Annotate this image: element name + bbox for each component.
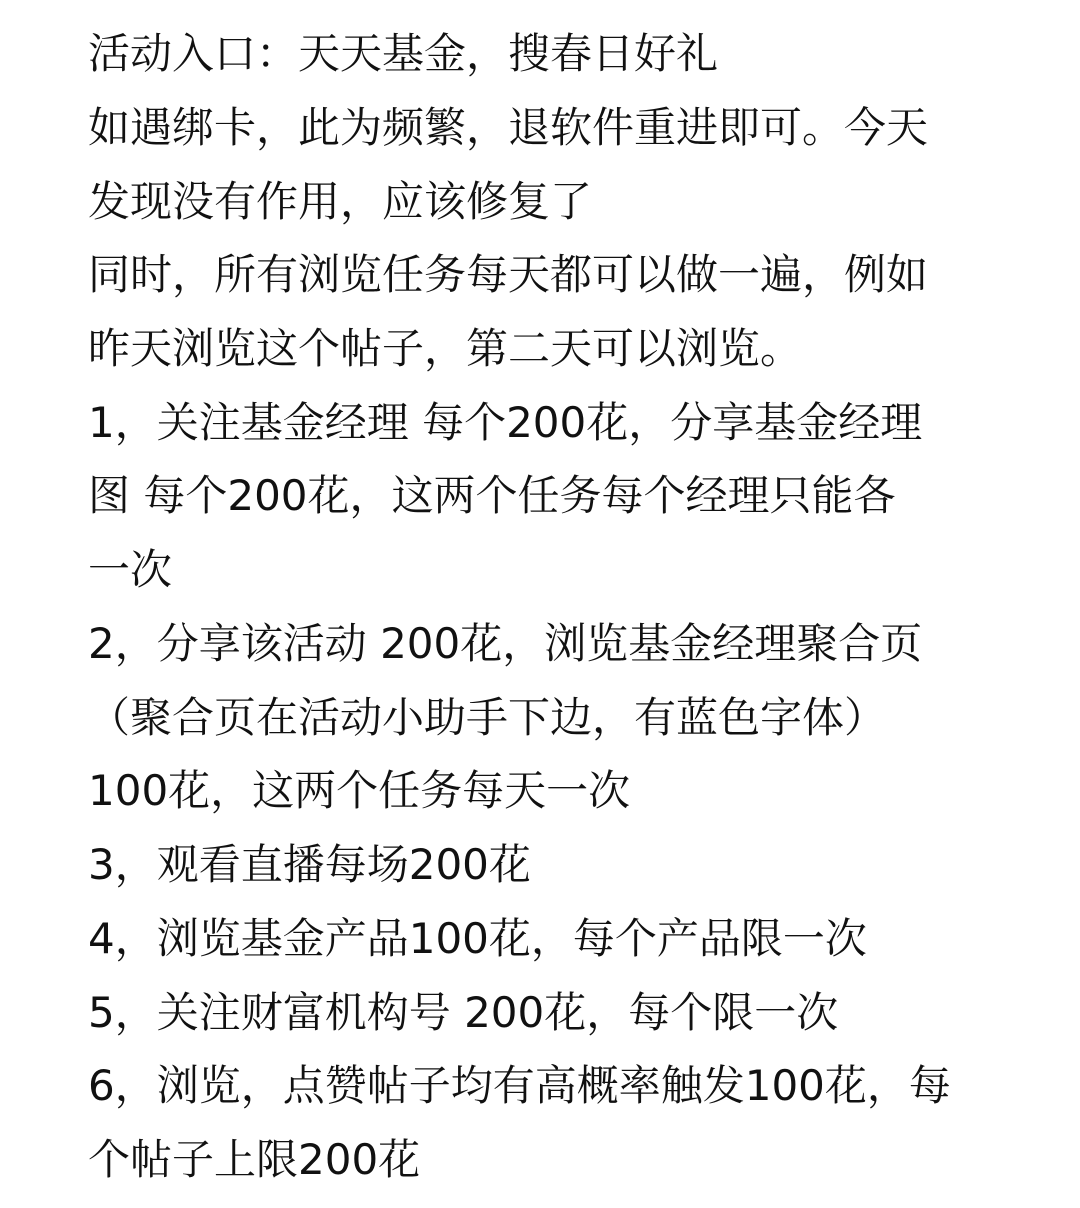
- text-line-task-6a: 6，浏览，点赞帖子均有高概率触发100花，每: [88, 1061, 951, 1110]
- text-line-task-1c: 一次: [88, 545, 173, 594]
- text-line-task-3: 3，观看直播每场200花: [88, 840, 531, 889]
- text-line-task-1b: 图 每个200花，这两个任务每个经理只能各: [88, 471, 896, 520]
- text-line-card-binding: 如遇绑卡，此为频繁，退软件重进即可。今天: [88, 103, 929, 152]
- text-line-task-2b: （聚合页在活动小助手下边，有蓝色字体）: [88, 693, 887, 742]
- text-line-task-2a: 2，分享该活动 200花，浏览基金经理聚合页: [88, 619, 923, 668]
- text-line-task-4: 4，浏览基金产品100花，每个产品限一次: [88, 914, 867, 963]
- text-line-fixed-note: 发现没有作用，应该修复了: [88, 177, 593, 226]
- text-line-browse-daily: 同时，所有浏览任务每天都可以做一遍，例如: [88, 250, 929, 299]
- text-line-task-5: 5，关注财富机构号 200花，每个限一次: [88, 988, 839, 1037]
- text-line-task-6b: 个帖子上限200花: [88, 1135, 421, 1184]
- text-line-task-2c: 100花，这两个任务每天一次: [88, 766, 631, 815]
- text-line-activity-entry: 活动入口：天天基金，搜春日好礼: [88, 29, 719, 78]
- text-line-task-1a: 1，关注基金经理 每个200花，分享基金经理: [88, 398, 923, 447]
- text-line-browse-example: 昨天浏览这个帖子，第二天可以浏览。: [88, 324, 803, 373]
